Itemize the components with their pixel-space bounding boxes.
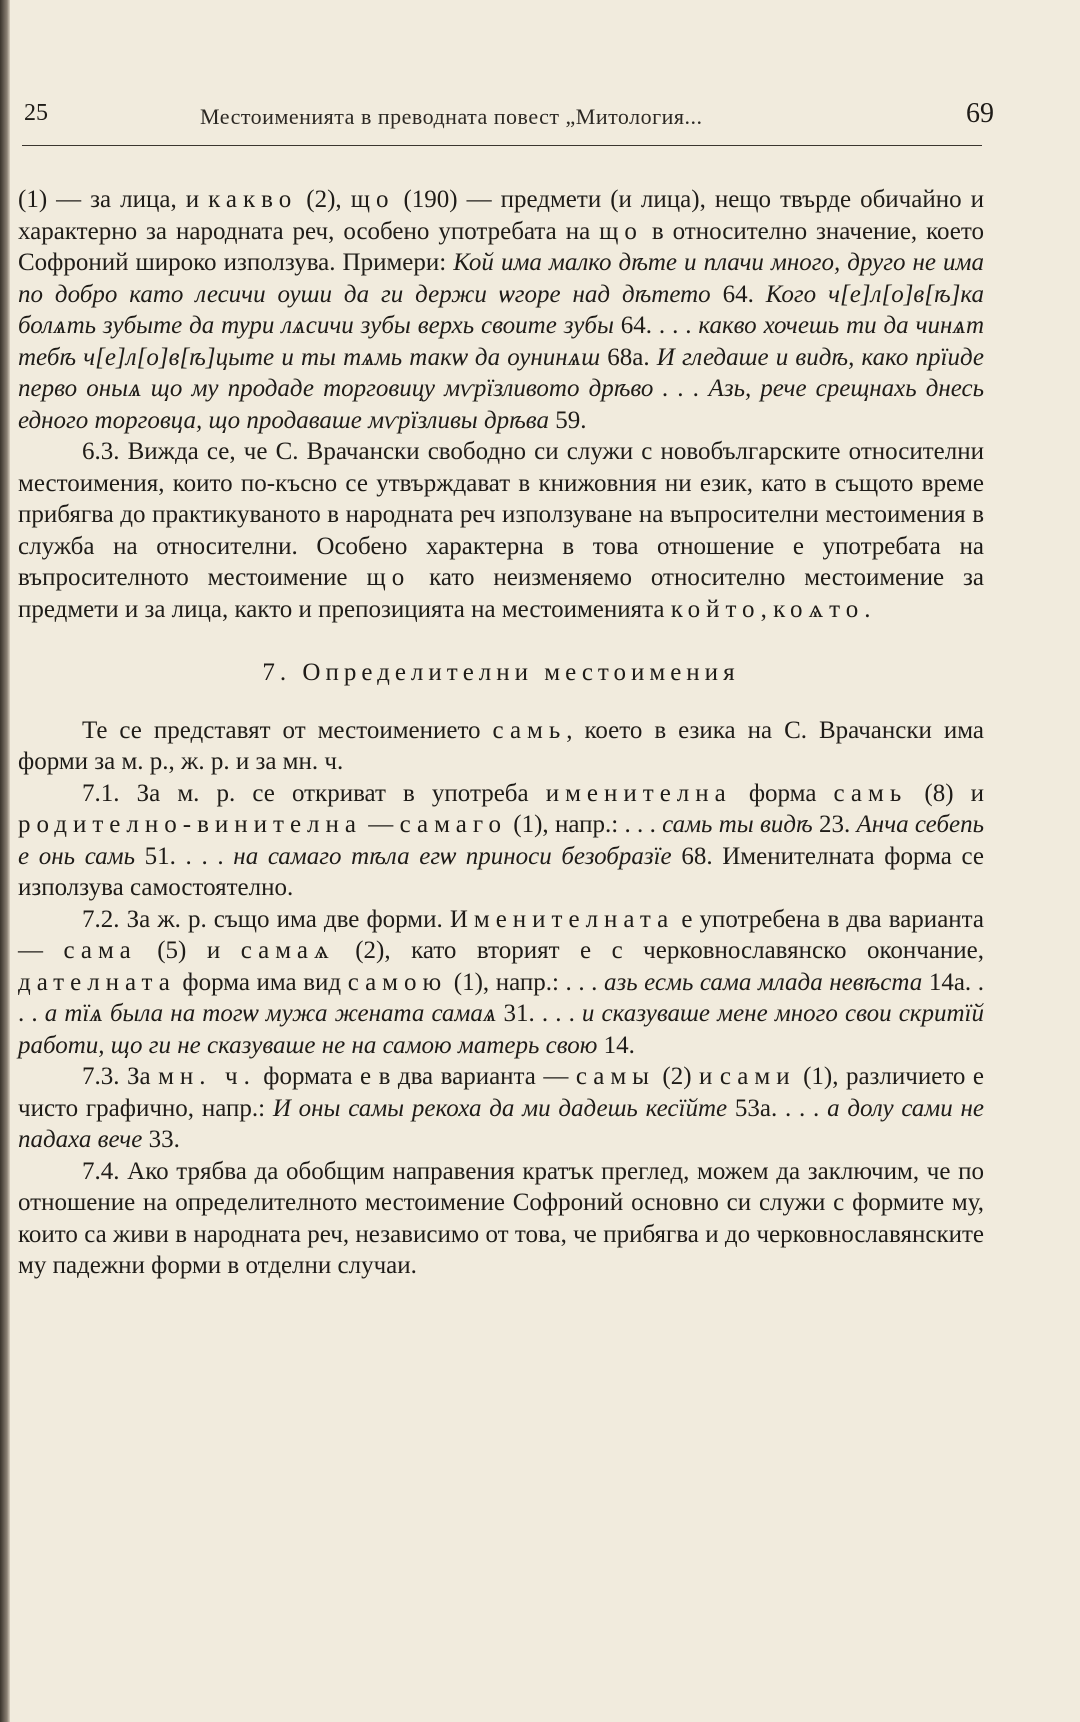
running-title: Местоименията в преводната повест „Митология... [200,104,703,129]
section-heading: 7. Определителни местоимения [262,659,740,686]
example-quote: какво хочешь ти да чинѧт тебѣ ч[е]л[о]в[ѣ]цыте и ты тѧмь такѡ да оунинѧш [18,312,984,371]
paragraph-7-1 [18,778,984,904]
example-quote: а долу сами не падаха вече [18,1094,985,1153]
text-run: (1), напр.: . . . [447,968,604,996]
text-run: Те се представят от местоимението [82,716,493,744]
reference-number: 64. [710,280,766,308]
spaced-term: какво [208,186,298,213]
spaced-term: самаѧ [240,937,335,964]
header-rule [22,145,982,146]
text-run: форма [731,779,834,807]
text-run: 7.4. Ако трябва да обобщим направения кратък преглед, можем да заключим, че по отношение на определителното местоимение Софроний основно си служи с формите му, които са живи в народната реч, независимо от това, че прибягва и до черковнославянските му падежни форми в отделни случаи. [18,1157,984,1279]
spaced-term: що [599,217,643,245]
running-header [24,96,994,140]
spaced-term: що [366,564,411,591]
spaced-term: самою [347,968,448,996]
paragraph-7-2 [18,904,984,1062]
reference-number: 59. [548,406,587,434]
reference-number: 31. . . . [496,1000,582,1027]
example-quote: на самаго тѣла егѡ приноси безобразїе [233,842,672,870]
example-quote: и сказуваше мене много свои скритїй работи, що ги не сказуваше не на самою матерь свою [18,1000,985,1059]
text-run: , [760,595,774,623]
text-run: (5) и [136,937,241,964]
reference-number: 14. [597,1031,635,1059]
text-run: (1), напр.: . . . [506,811,663,838]
text-run: (1), различието е чисто графично, напр.: [18,1063,984,1122]
reference-number: 14а. . . . [18,968,984,1027]
reference-number: 64. . . . [613,312,699,339]
text-run: . [864,595,871,623]
spaced-term: самы [575,1063,655,1090]
text-run: 7.2. За ж. р. също има две форми. [82,905,450,933]
example-quote: И гледаше и видѣ, како прїиде перво оныѧ що му продаде торговицу мѵрїзливото дрѣво . . . Азь, рече срещнахь днесь едного торговца, що продаваше мѵрїзливы дрѣва [18,343,984,434]
example-quote: Анча себепь е онь самь [18,811,984,870]
spaced-term: Именителната [449,905,675,933]
text-run: формата е в два варианта — [255,1063,576,1090]
text-run: — [362,811,400,838]
spaced-term: що [350,186,395,213]
text-run: (2), [297,186,351,213]
text-run: (8) и [907,779,984,807]
spaced-term: именителна [545,779,732,807]
spaced-term: сама [63,937,137,964]
reference-number: 68а. [600,343,657,371]
page [8,0,1008,1722]
paragraph-7-4 [18,1156,984,1282]
spaced-term: коѧто [773,595,865,623]
reference-number: 53а. . . . [727,1094,828,1122]
spaced-term: родително-винителна [18,811,362,838]
example-quote: а тїѧ была на тогѡ мужа жената самаѧ [44,1000,497,1027]
spaced-term: дателната [18,968,176,996]
spaced-term: самь [833,779,908,807]
text-run: 7.1. За м. р. се откриват в употреба [82,779,546,807]
text-run: , което в езика на С. Врачански има форми за м. р., ж. р. и за мн. ч. [18,716,985,775]
example-quote: И оны самы рекоха да ми дадешь кесїйте [272,1094,728,1122]
text-run: (1) — за лица, и [18,186,209,213]
example-quote: Кого ч[е]л[о]в[ѣ]ка болѧть зубыте да тури лѧсичи зубы верхь своите зубы [18,280,984,339]
example-quote: Кой има малко дѣте и плачи много, друго не има по добро като лесичи оуши да ги держи ѡгоре над дѣтето [18,249,984,308]
paragraph-6-2-continuation [18,184,984,436]
paragraph-7-3 [18,1061,984,1156]
spaced-term: самаго [399,811,507,838]
text-run: 7.3. За [82,1063,159,1090]
text-run: (2) и [654,1063,720,1090]
text-run: форма има вид [175,968,348,996]
text-run: 6.3. Вижда се, че С. Врачански свободно си служи с новобългарските относителни местоимения, които по-късно се утвърждават в книжовния ни език, като в същото време прибягва до практикуваното в народната реч използуване на въпросителни местоимения в служба на относителни. Особено характерна в това отношение е употребата на въпросителното местоимение [18,438,984,591]
spaced-term: самь [492,716,567,744]
text-run: в относително значение, което Софроний широко използува. Примери: [18,217,984,276]
paragraph-6-3 [18,436,984,625]
reference-number: 33. [142,1126,180,1153]
text-run: като неизменяемо относително местоимение за предмети и за лица, както и препозицията на местоименията [18,564,985,623]
paragraph-7-intro [18,715,984,778]
body-text [18,184,984,1282]
text-run: (2), като вторият е с черковнославянско окончание, [334,937,985,964]
spaced-term: сами [719,1063,796,1090]
header-left-number: 25 [24,100,48,126]
text-run: 68. Именителната форма се използува самостоятелно. [18,842,984,901]
spaced-term: който [670,595,761,623]
text-run: е употребена в два варианта — [18,905,984,964]
spaced-term: мн. ч. [158,1063,256,1090]
reference-number: 23. [812,811,857,838]
reference-number: 51. . . . [134,842,234,870]
example-quote: самь ты видѣ [662,811,813,838]
page-number: 69 [966,98,994,129]
example-quote: азь есмь сама млада невѣста [603,968,923,996]
text-run: (190) — предмети (и лица), нещо твърде обичайно и характерно за народната реч, особено употребата на [18,186,984,245]
